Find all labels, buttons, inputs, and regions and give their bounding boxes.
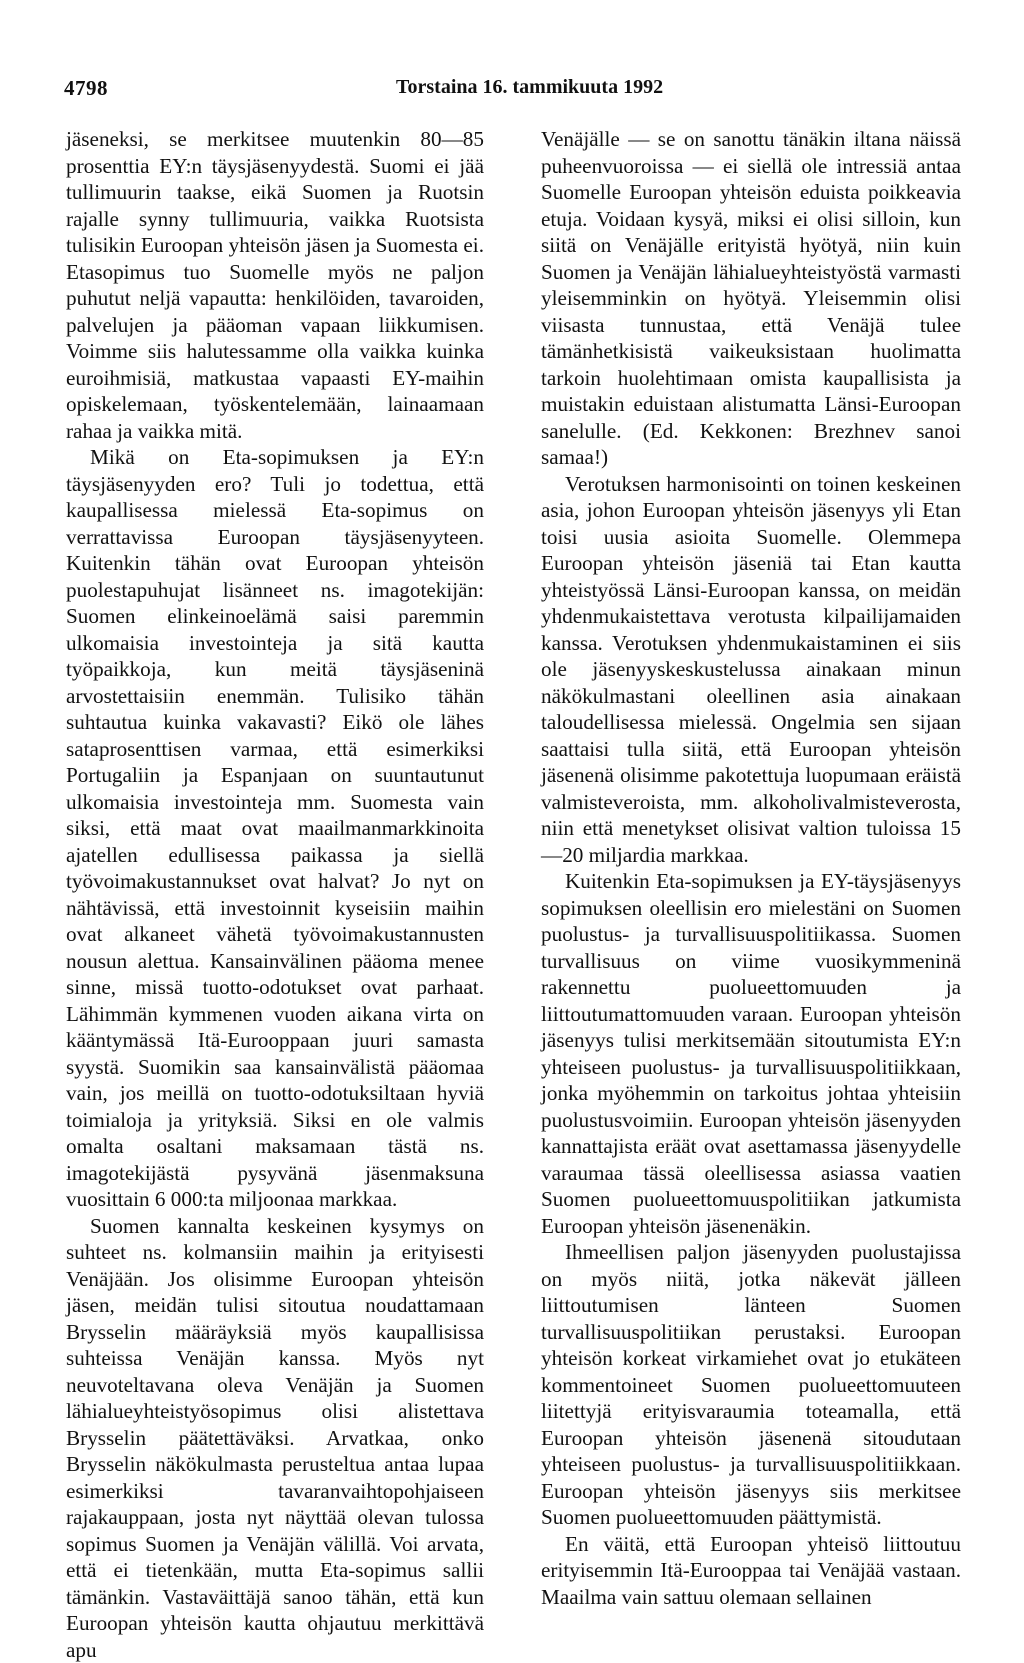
running-head: Torstaina 16. tammikuuta 1992 [396, 76, 663, 99]
paragraph: Mikä on Eta-sopimuksen ja EY:n täysjäsenyyden ero? Tuli jo todettua, että kaupallisessa mielessä Eta-sopimus on verrattavissa Euroopan täysjäsenyyteen. Kuitenkin tähän ovat Euroopan yhteisön puolestapuhujat lisänneet ns. imagotekijän: Suomen elinkeinoelämä saisi paremmin ulkomaisia investointeja ja sitä kautta työpaikkoja, kun meitä täysjäseninä arvostettaisiin enemmän. Tulisiko tähän suhtautua kuinka vakavasti? Eikö ole lähes sataprosenttisen varmaa, että esimerkiksi Portugaliin ja Espanjaan on suuntautunut ulkomaisia investointeja mm. Suomesta vain siksi, että maat ovat maailmanmarkkinoita ajatellen edullisessa paikassa ja siellä työvoimakustannukset ovat halvat? Jo nyt on nähtävissä, että investoinnit kyseisiin maihin ovat alkaneet vähetä työvoimakustannusten nousun alettua. Kansainvälinen pääoma menee sinne, missä tuotto-odotukset ovat parhaat. Lähimmän kymmenen vuoden aikana virta on kääntymässä Itä-Eurooppaan juuri samasta syystä. Suomikin saa kansainvälistä pääomaa vain, jos meillä on tuotto-odotuksiltaan hyviä toimialoja ja yrityksiä. Siksi en ole valmis omalta osaltani maksamaan tästä ns. imagotekijästä pysyvänä jäsenmaksuna vuosittain 6 000:ta miljoonaa markkaa. [66, 444, 484, 1213]
left-column [66, 126, 484, 1663]
paragraph: jäseneksi, se merkitsee muutenkin 80—85 prosenttia EY:n täysjäsenyydestä. Suomi ei jää tullimuurin taakse, eikä Suomen ja Ruotsin rajalle synny tullimuuria, vaikka Ruotsista tulisikin Euroopan yhteisön jäsen ja Suomesta ei. Etasopimus tuo Suomelle myös ne paljon puhutut neljä vapautta: henkilöiden, tavaroiden, palvelujen ja pääoman vapaan liikkumisen. Voimme siis halutessamme olla vaikka kuinka euroihmisiä, matkustaa vapaasti EY-maihin opiskelemaan, työskentelemään, lainaamaan rahaa ja vaikka mitä. [66, 126, 484, 444]
paragraph: Verotuksen harmonisointi on toinen keskeinen asia, johon Euroopan yhteisön jäsenyys yli Etan toisi uusia asioita Suomelle. Olemmepa Euroopan yhteisön jäseniä tai Etan kautta yhteistyössä Länsi-Euroopan kanssa, on meidän yhdenmukaistettava verotusta kilpailijamaiden kanssa. Verotuksen yhdenmukaistaminen ei siis ole jäsenyyskeskustelussa ainakaan minun näkökulmastani oleellinen asia ainakaan taloudellisessa mielessä. Ongelmia sen sijaan saattaisi tulla siitä, että Euroopan yhteisön jäsenenä olisimme pakotettuja luopumaan eräistä valmisteveroista, mm. alkoholivalmisteverosta, niin että menetykset olisivat valtion tuloissa 15—20 miljardia markkaa. [541, 471, 961, 869]
paragraph: Kuitenkin Eta-sopimuksen ja EY-täysjäsenyys sopimuksen oleellisin ero mielestäni on Suomen puolustus- ja turvallisuuspolitiikassa. Suomen turvallisuus on viime vuosikymmeninä rakennettu puolueettomuuden ja liittoutumattomuuden varaan. Euroopan yhteisön jäsenyys tulisi merkitsemään sitoutumista EY:n yhteiseen puolustus- ja turvallisuuspolitiikkaan, jonka myöhemmin on tarkoitus johtaa yhteisiin puolustusvoimiin. Euroopan yhteisön jäsenyyden kannattajista eräät ovat asettamassa jäsenyydelle varaumaa tässä oleellisessa asiassa vaatien Suomen puolueettomuuspolitiikan jatkumista Euroopan yhteisön jäsenenäkin. [541, 868, 961, 1239]
paragraph: Ihmeellisen paljon jäsenyyden puolustajissa on myös niitä, jotka näkevät jälleen liittoutumisen länteen Suomen turvallisuuspolitiikan perustaksi. Euroopan yhteisön korkeat virkamiehet ovat jo etukäteen kommentoineet Suomen puolueettomuuteen liitettyjä erityisvaraumia toteamalla, että Euroopan yhteisön jäsenenä sitoudutaan yhteiseen puolustus- ja turvallisuuspolitiikkaan. Euroopan yhteisön jäsenyys siis merkitsee Suomen puolueettomuuden päättymistä. [541, 1239, 961, 1531]
paragraph: Venäjälle — se on sanottu tänäkin iltana näissä puheenvuoroissa — ei siellä ole intressiä antaa Suomelle Euroopan yhteisön eduista poikkeavia etuja. Voidaan kysyä, miksi ei olisi silloin, kun siitä on Venäjälle erityistä hyötyä, niin kuin Suomen ja Venäjän lähialueyhteistyöstä varmasti yleisemminkin on hyötyä. Yleisemmin olisi viisasta tunnustaa, että Venäjä tulee tämänhetkisistä vaikeuksistaan huolimatta tarkoin huolehtimaan omista kaupallisista ja muistakin eduistaan alistumatta Länsi-Euroopan sanelulle. (Ed. Kekkonen: Brezhnev sanoi samaa!) [541, 126, 961, 471]
page-number: 4798 [64, 76, 108, 101]
paragraph: Suomen kannalta keskeinen kysymys on suhteet ns. kolmansiin maihin ja erityisesti Venäjään. Jos olisimme Euroopan yhteisön jäsen, meidän tulisi sitoutua noudattamaan Brysselin määräyksiä myös kaupallisissa suhteissa Venäjän kanssa. Myös nyt neuvoteltavana oleva Venäjän ja Suomen lähialueyhteistyösopimus olisi alistettava Brysselin päätettäväksi. Arvatkaa, onko Brysselin näkökulmasta perusteltua antaa lupaa esimerkiksi tavaranvaihtopohjaiseen rajakauppaan, josta nyt näyttää olevan tulossa sopimus Suomen ja Venäjän välillä. Voi arvata, että ei tietenkään, mutta Eta-sopimus sallii tämänkin. Vastaväittäjä sanoo tähän, että kun Euroopan yhteisön kautta ohjautuu merkittävä apu [66, 1213, 484, 1663]
right-column [541, 126, 961, 1610]
paragraph: En väitä, että Euroopan yhteisö liittoutuu erityisemmin Itä-Eurooppaa tai Venäjää vastaan. Maailma vain sattuu olemaan sellainen [541, 1531, 961, 1611]
